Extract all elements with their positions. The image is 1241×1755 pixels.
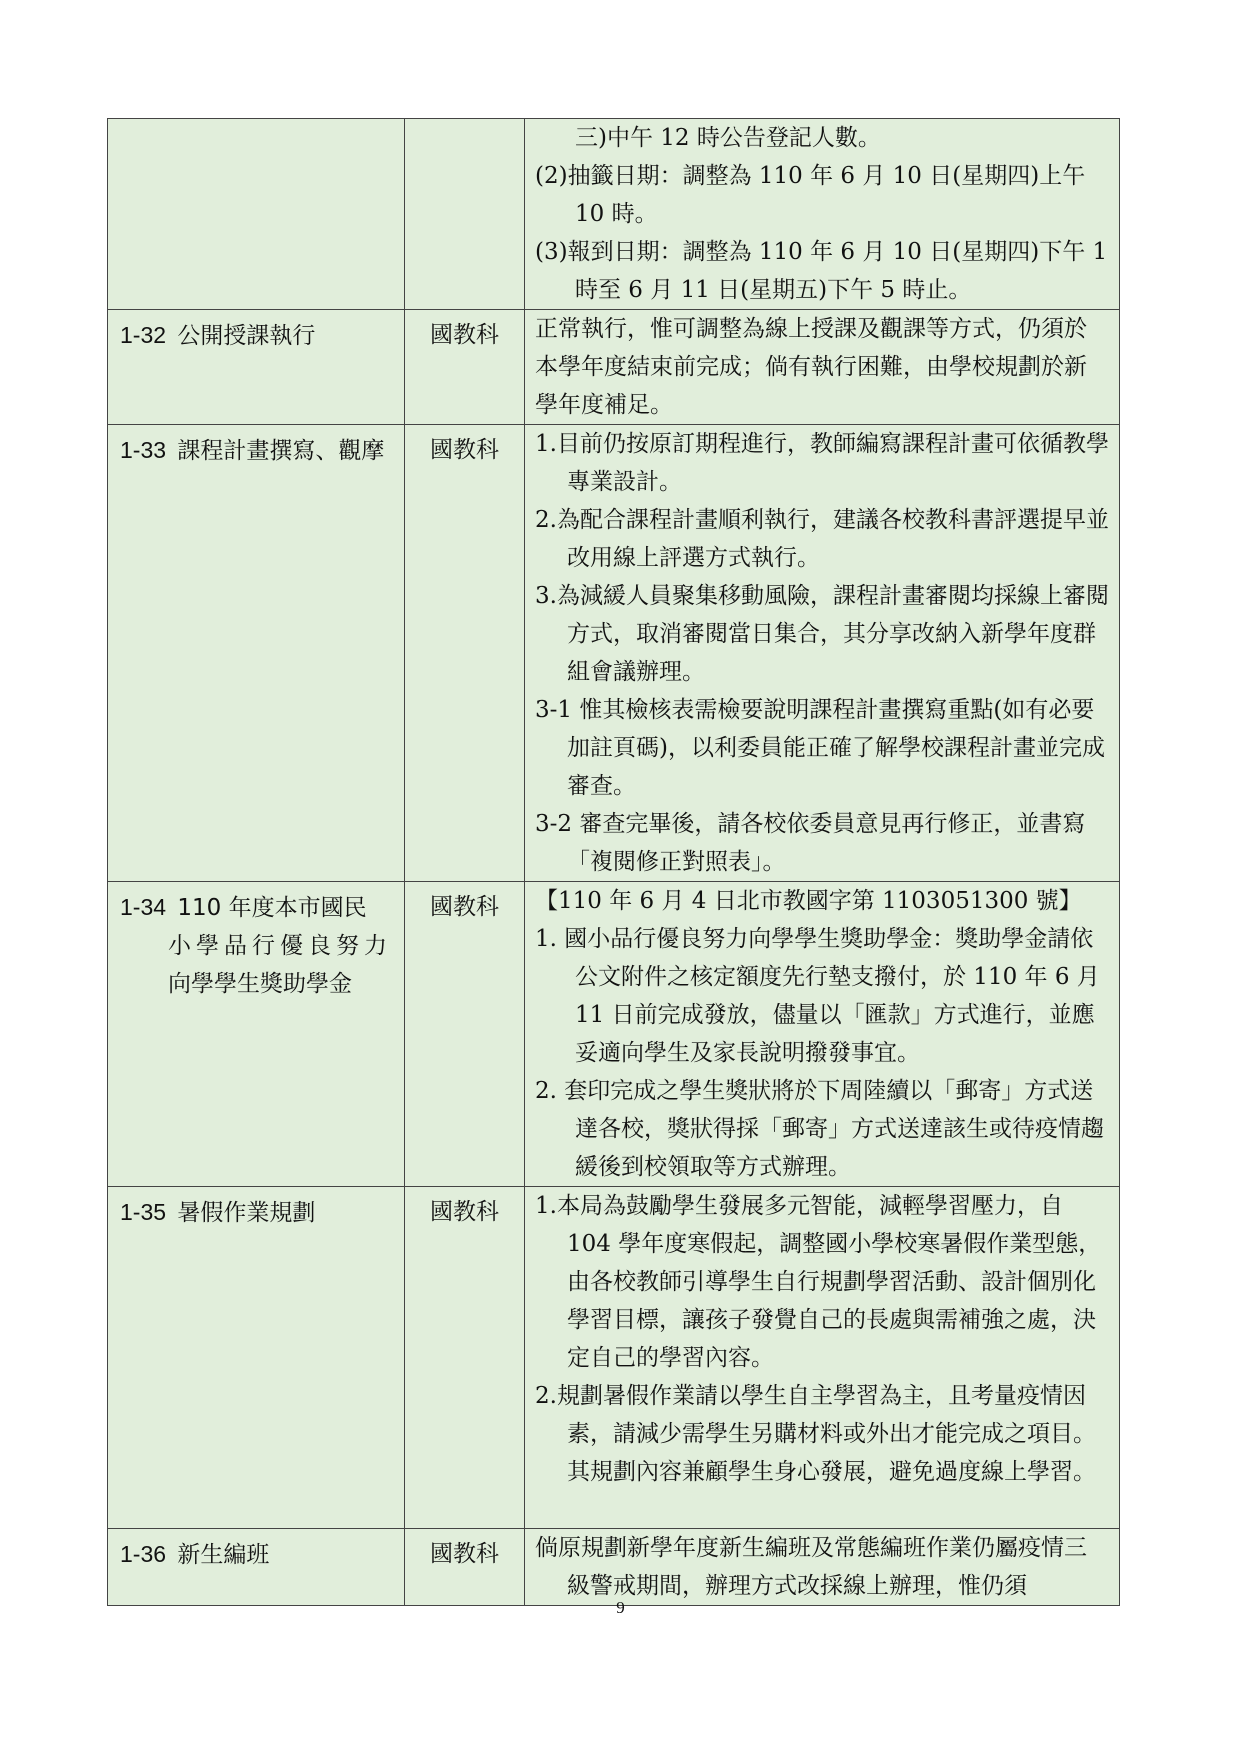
item-title: 新生編班 [177, 1542, 270, 1568]
dept-cell: 國教科 [405, 1529, 525, 1606]
desc-cell [525, 425, 1120, 882]
desc-text: 1. 國小品行優良努力向學學生獎助學金：獎助學金請依公文附件之核定額度先行墊支撥付，於 110 年 6 月 11 日前完成發放，儘量以「匯款」方式進行，並應妥適向學生及家長說明撥發事宜。 [535, 926, 1100, 1066]
dept-cell: 國教科 [405, 1187, 525, 1529]
table-row [108, 1187, 1120, 1529]
item-code: 1-36 [120, 1541, 167, 1567]
dept-cell [405, 119, 525, 310]
desc-text: 【110 年 6 月 4 日北市教國字第 1103051300 號】 [535, 888, 1082, 914]
item-title: 公開授課執行 [177, 323, 316, 349]
table-row [108, 425, 1120, 882]
item-cell [108, 882, 405, 1187]
desc-cell [525, 1529, 1120, 1606]
item-cell [108, 425, 405, 882]
desc-text: 1.目前仍按原訂期程進行，教師編寫課程計畫可依循教學專業設計。 [535, 431, 1109, 495]
dept-cell: 國教科 [405, 882, 525, 1187]
item-title: 暑假作業規劃 [177, 1200, 316, 1226]
desc-text: 3-2 審查完畢後，請各校依委員意見再行修正，並書寫「複閱修正對照表」。 [535, 811, 1086, 875]
desc-text: (3)報到日期：調整為 110 年 6 月 10 日(星期四)下午 1 時至 6 月 11 日(星期五)下午 5 時止。 [535, 239, 1108, 303]
item-title: 110 年度本市國民 [177, 895, 367, 921]
desc-cell [525, 882, 1120, 1187]
desc-cell [525, 310, 1120, 425]
dept-cell: 國教科 [405, 425, 525, 882]
desc-text: (2)抽籤日期：調整為 110 年 6 月 10 日(星期四)上午 10 時。 [535, 163, 1086, 227]
dept-cell: 國教科 [405, 310, 525, 425]
item-cell [108, 119, 405, 310]
item-code: 1-33 [120, 437, 167, 463]
document-table [107, 118, 1120, 1606]
desc-text: 2.規劃暑假作業請以學生自主學習為主，且考量疫情因素，請減少需學生另購材料或外出才能完成之項目。其規劃內容兼顧學生身心發展，避免過度線上學習。 [535, 1383, 1096, 1485]
desc-text: 1.本局為鼓勵學生發展多元智能，減輕學習壓力，自 104 學年度寒假起，調整國小學校寒暑假作業型態，由各校教師引導學生自行規劃學習活動、設計個別化學習目標，讓孩子發覺自己的長處與需補強之處，決定自己的學習內容。 [535, 1193, 1102, 1371]
item-cell [108, 1187, 405, 1529]
item-cell [108, 1529, 405, 1606]
table-row [108, 1529, 1120, 1606]
desc-text: 三)中午 12 時公告登記人數。 [575, 125, 881, 151]
item-cell [108, 310, 405, 425]
table-row [108, 119, 1120, 310]
desc-text: 倘原規劃新學年度新生編班及常態編班作業仍屬疫情三級警戒期間，辦理方式改採線上辦理，惟仍須 [535, 1535, 1087, 1599]
table-row [108, 882, 1120, 1187]
item-code: 1-34 [120, 894, 167, 920]
item-code: 1-35 [120, 1199, 167, 1225]
table-row [108, 310, 1120, 425]
desc-cell [525, 1187, 1120, 1529]
desc-cell [525, 119, 1120, 310]
desc-text: 3.為減緩人員聚集移動風險，課程計畫審閱均採線上審閱方式，取消審閱當日集合，其分享改納入新學年度群組會議辦理。 [535, 583, 1109, 685]
item-code: 1-32 [120, 322, 167, 348]
item-title-line: 小學品行優良努力 [168, 933, 392, 959]
desc-text: 2. 套印完成之學生獎狀將於下周陸續以「郵寄」方式送達各校，獎狀得採「郵寄」方式送達該生或待疫情趨緩後到校領取等方式辦理。 [535, 1078, 1104, 1180]
page-number: 9 [616, 1598, 625, 1617]
item-title-line: 向學學生獎助學金 [168, 971, 352, 997]
item-title-continuation [120, 927, 394, 1003]
desc-text: 2.為配合課程計畫順利執行，建議各校教科書評選提早並改用線上評選方式執行。 [535, 507, 1109, 571]
item-title: 課程計畫撰寫、觀摩 [177, 438, 385, 464]
desc-text: 3-1 惟其檢核表需檢要說明課程計畫撰寫重點(如有必要加註頁碼)，以利委員能正確了解學校課程計畫並完成審查。 [535, 697, 1105, 799]
desc-text: 正常執行，惟可調整為線上授課及觀課等方式，仍須於本學年度結束前完成；倘有執行困難，由學校規劃於新學年度補足。 [535, 316, 1087, 418]
